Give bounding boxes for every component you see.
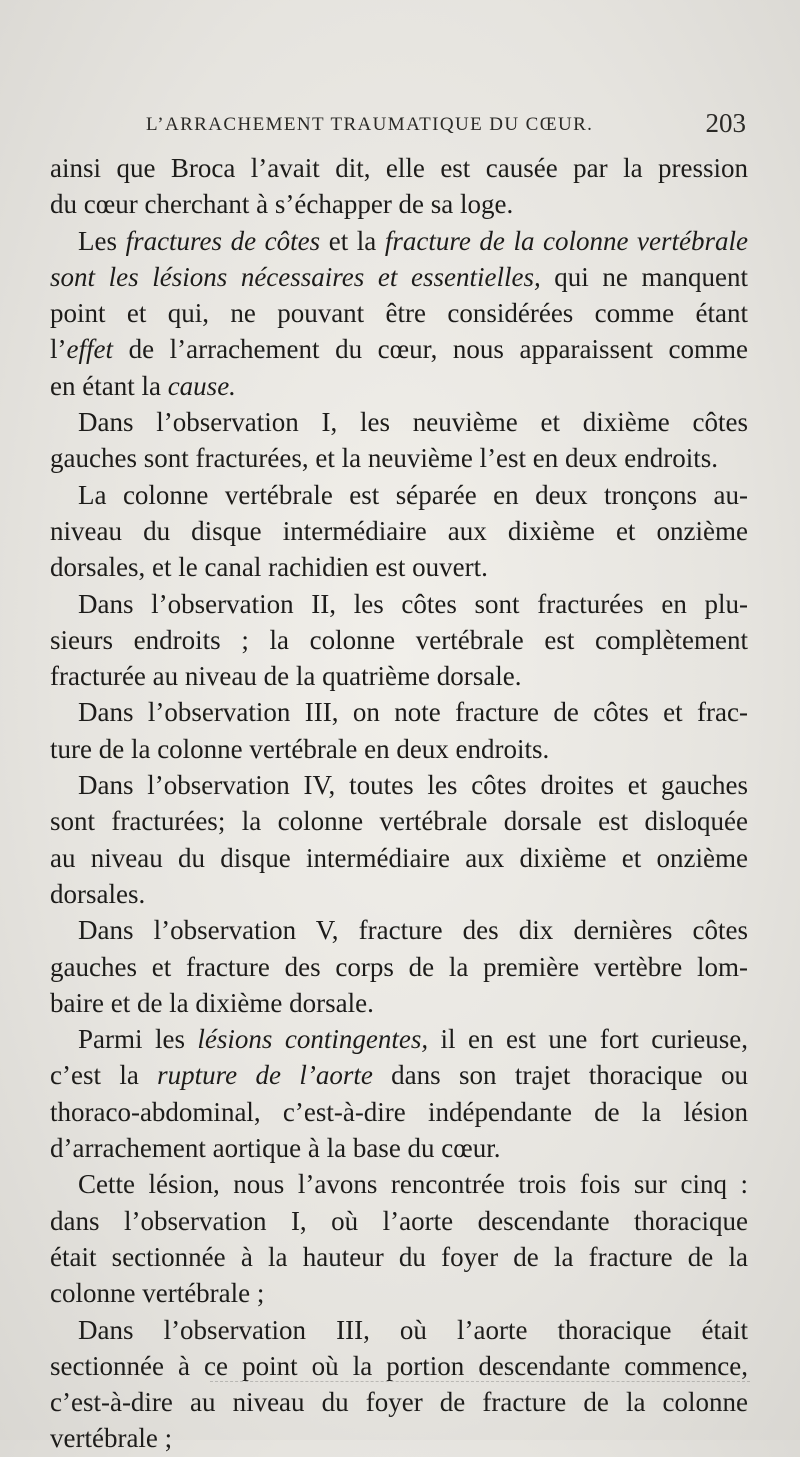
italic-segment: effet (66, 334, 113, 365)
text-line: Dans l’observation II, les côtes sont fracturées en plu- (78, 588, 748, 619)
text-line: était sectionnée à la hauteur du foyer de la fracture de la (50, 1241, 748, 1272)
text-line: c’est-à-dire au niveau du foyer de fracture de la colonne (50, 1387, 748, 1418)
text-line: La colonne vertébrale est séparée en deux tronçons au- (78, 479, 748, 510)
italic-segment: lésions contingentes, (197, 1024, 429, 1055)
faint-rule (210, 1381, 750, 1382)
running-header (50, 108, 750, 148)
text-line: Dans l’observation III, où l’aorte thoracique était (78, 1314, 748, 1345)
text-line: sont fracturées; la colonne vertébrale dorsale est disloquée (50, 806, 748, 837)
text-line: thoraco-abdominal, c’est-à-dire indépendante de la lésion (50, 1096, 748, 1127)
text-line: Dans l’observation V, fracture des dix dernières côtes (78, 915, 748, 946)
text-segment: Parmi les (78, 1024, 198, 1055)
text-line: du cœur cherchant à s’échapper de sa loge. (50, 189, 514, 220)
text-line (50, 223, 748, 259)
text-line: Dans l’observation I, les neuvième et dixième côtes (78, 407, 748, 438)
text-line (50, 1021, 748, 1057)
text-line: d’arrachement aortique à la base du cœur. (50, 1133, 501, 1164)
body-text (50, 150, 748, 1457)
text-line (50, 1057, 748, 1093)
text-line: vertébrale ; (50, 1423, 173, 1454)
italic-segment: cause. (167, 370, 236, 401)
text-segment: il en est une fort curieuse, (428, 1024, 748, 1055)
text-line: point et qui, ne pouvant être considérées comme étant (50, 298, 748, 329)
italic-segment: fractures de côtes (125, 225, 321, 256)
text-segment: de l’arrachement du cœur, nous apparaissent comme (112, 334, 748, 365)
text-line: gauches sont fracturées, et la neuvième l’est en deux endroits. (50, 443, 718, 474)
text-line: fracturée au niveau de la quatrième dorsale. (50, 661, 522, 692)
text-segment: en étant la (50, 370, 168, 401)
text-line: dorsales, et le canal rachidien est ouvert. (50, 552, 488, 583)
text-segment: qui ne manquent (540, 261, 748, 292)
text-line: sectionnée à ce point où la portion descendante commence, (50, 1350, 748, 1381)
italic-segment: fracture de la colonne vertébrale (384, 225, 748, 256)
text-line: au niveau du disque intermédiaire aux dixième et onzième (50, 842, 748, 873)
text-segment: c’est la (50, 1060, 158, 1091)
text-line: niveau du disque intermédiaire aux dixième et onzième (50, 515, 748, 546)
text-line: ture de la colonne vertébrale en deux endroits. (50, 733, 550, 764)
text-line: colonne vertébrale ; (50, 1278, 265, 1309)
text-segment: dans son trajet thoracique ou (372, 1060, 748, 1091)
text-line: sieurs endroits ; la colonne vertébrale est complètement (50, 624, 748, 655)
text-segment: l’ (50, 334, 67, 365)
text-segment: Les (78, 225, 126, 256)
running-title: L’ARRACHEMENT TRAUMATIQUE DU CŒUR. (146, 114, 594, 135)
page-number: 203 (705, 108, 746, 138)
text-line (50, 368, 748, 404)
text-line: Dans l’observation III, on note fracture de côtes et frac- (78, 697, 748, 728)
text-line: dorsales. (50, 878, 146, 909)
italic-segment: sont les lésions nécessaires et essentielles, (50, 261, 541, 292)
text-line: Dans l’observation IV, toutes les côtes droites et gauches (78, 770, 748, 801)
text-line: baire et de la dixième dorsale. (50, 987, 374, 1018)
italic-segment: rupture de l’aorte (157, 1060, 373, 1091)
text-line (50, 259, 748, 295)
text-segment: et la (320, 225, 385, 256)
text-line: Cette lésion, nous l’avons rencontrée trois fois sur cinq : (78, 1169, 748, 1200)
text-line: ainsi que Broca l’avait dit, elle est causée par la pression (50, 153, 748, 183)
text-line: gauches et fracture des corps de la première vertèbre lom- (50, 951, 748, 982)
text-line: dans l’observation I, où l’aorte descendante thoracique (50, 1205, 748, 1236)
text-line (50, 331, 748, 367)
